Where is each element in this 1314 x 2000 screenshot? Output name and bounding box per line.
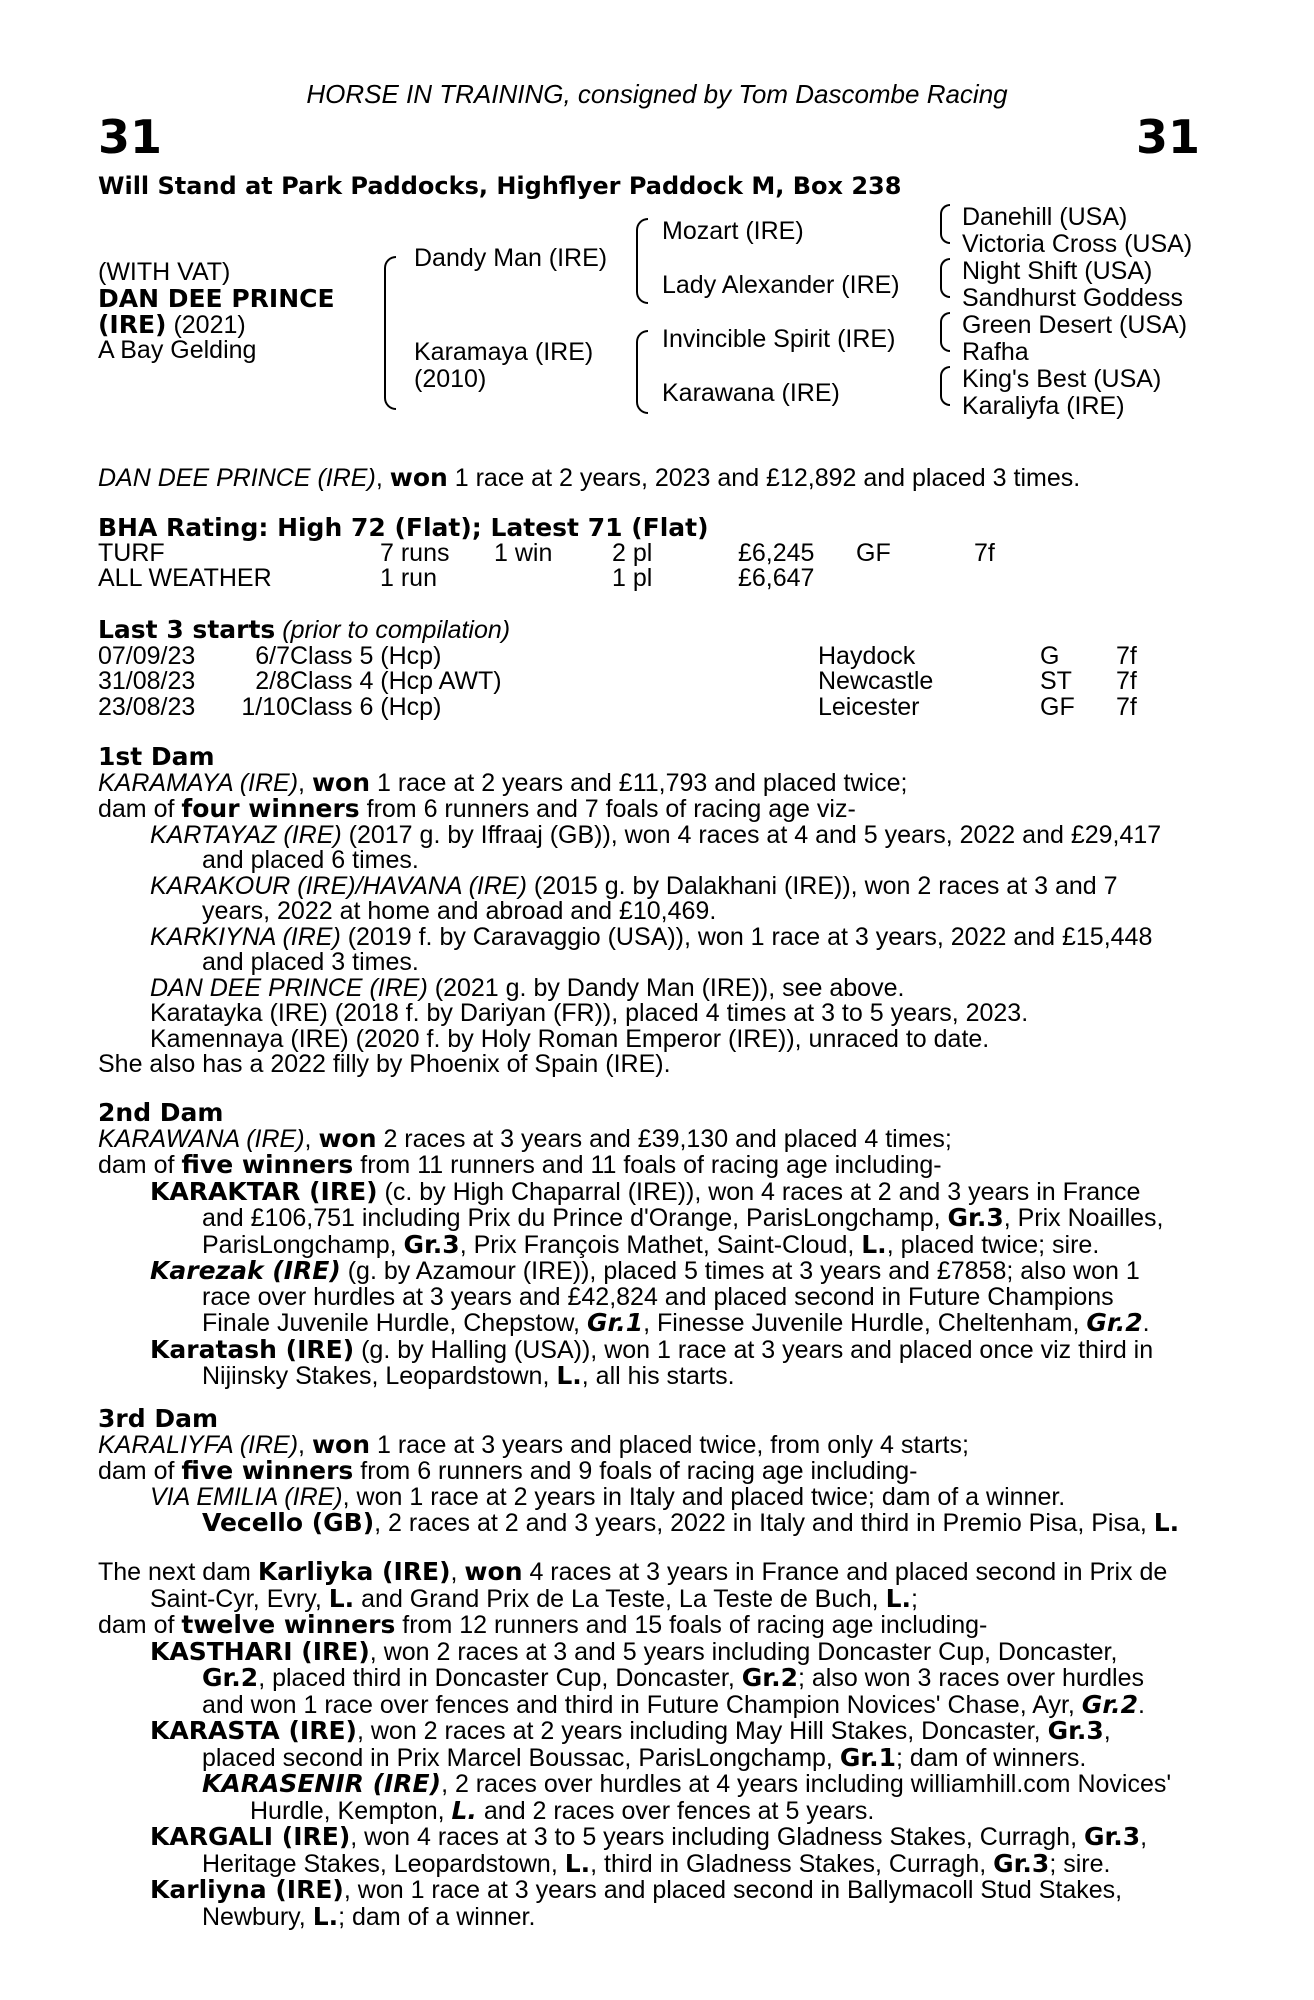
text: ; sire. [1049, 1849, 1111, 1878]
produce-text: , won 2 races at 3 and 5 years including Doncaster Cup, Doncaster, [369, 1637, 1118, 1666]
text: Hurdle, Kempton, [250, 1796, 452, 1825]
start-distance: 7f [1116, 692, 1137, 721]
pedigree-g6: Rafha [962, 338, 1029, 366]
produce-name: Karezak (IRE) [150, 1256, 341, 1285]
text: , [1140, 1823, 1148, 1851]
last-starts-note: (prior to compilation) [275, 616, 511, 644]
text: Finale Juvenile Hurdle, Chepstow, [202, 1309, 587, 1337]
produce-entry-cont [98, 1689, 1208, 1719]
produce-text: , won 1 race at 2 years in Italy and placed twice; dam of a winner. [342, 1482, 1066, 1511]
next-dam-record-cont [98, 1583, 1208, 1613]
rating-prize: £6,245 [738, 538, 815, 567]
pedigree-dam: Karamaya (IRE) [414, 338, 594, 366]
grade-label: Gr.2 [1081, 1689, 1138, 1719]
produce-name: KARGALI (IRE) [150, 1822, 351, 1851]
start-race: Class 5 (Hcp) [290, 641, 442, 670]
third-dam-section [98, 1406, 1208, 1537]
race-summary: DAN DEE PRINCE (IRE), won 1 race at 2 years, 2023 and £12,892 and placed 3 times. [98, 463, 1081, 492]
text: , placed twice; sire. [886, 1230, 1100, 1259]
rating-placed: 2 pl [612, 538, 653, 567]
next-dam-produce-summary [98, 1612, 1208, 1639]
grade-label: Gr.3 [947, 1203, 1004, 1232]
third-dam-record: KARALIYFA (IRE), won 1 race at 3 years and placed twice, from only 4 starts; [98, 1429, 969, 1459]
produce-text: (g. by Halling (USA)), won 1 race at 3 years and placed once viz third in [354, 1335, 1154, 1364]
rating-distance: 7f [974, 538, 995, 567]
rating-going: GF [856, 538, 891, 567]
dam-name: KARAMAYA (IRE) [98, 768, 299, 797]
text: , Finesse Juvenile Hurdle, Cheltenham, [643, 1309, 1087, 1337]
text: dam of [98, 1151, 182, 1179]
text: ; dam of a winner. [338, 1902, 536, 1931]
pedigree-g4: Sandhurst Goddess [962, 284, 1183, 312]
rating-surface: ALL WEATHER [98, 564, 272, 592]
produce-entry-cont [98, 1310, 1208, 1337]
produce-name: KARKIYNA (IRE) [150, 922, 341, 951]
winners-count: five winners [181, 1150, 354, 1179]
produce-entry [98, 1334, 1208, 1364]
next-dam-section [98, 1559, 1208, 1930]
produce-note: She also has a 2022 filly by Phoenix of Spain (IRE). [98, 1050, 671, 1078]
text: dam of [98, 1611, 182, 1639]
listed-label: L. [1153, 1508, 1180, 1537]
pedigree-bracket-g2 [940, 258, 950, 298]
text: from 12 runners and 15 foals of racing age including- [395, 1611, 988, 1639]
listed-label: L. [885, 1583, 911, 1613]
produce-entry-cont [98, 1795, 1208, 1825]
produce-entry [98, 922, 1208, 951]
text: Nijinsky Stakes, Leopardstown, [202, 1362, 557, 1390]
start-position: 6/7 [255, 641, 290, 670]
listed-label: L. [564, 1848, 591, 1878]
winners-count: four winners [181, 794, 360, 823]
text: 4 races at 3 years in France and placed second in Prix de [522, 1558, 1168, 1586]
produce-entry: Karatayka (IRE) (2018 f. by Dariyan (FR)), placed 4 times at 3 to 5 years, 2023. [150, 999, 1029, 1027]
text: . [1142, 1309, 1150, 1337]
summary-text: 1 race at 2 years, 2023 and £12,892 and placed 3 times. [447, 464, 1081, 492]
produce-entry-cont [98, 1205, 1208, 1232]
last-starts-section [98, 617, 1208, 720]
produce-text: (2019 f. by Caravaggio (USA)), won 1 race at 3 years, 2022 and £15,448 [340, 922, 1153, 951]
grade-label: Gr.3 [1083, 1822, 1141, 1851]
rating-row-all-weather [98, 566, 1208, 592]
produce-name: Vecello (GB) [202, 1508, 375, 1537]
produce-entry [98, 1176, 1208, 1206]
produce-name: KARAKTAR (IRE) [150, 1176, 378, 1206]
text: and 2 races over fences at 5 years. [476, 1796, 875, 1825]
lot-number-left: 31 [98, 110, 163, 164]
produce-entry-cont: years, 2022 at home and abroad and £10,469. [202, 897, 717, 925]
grade-label: Gr.2 [1086, 1308, 1143, 1337]
text: . [1137, 1690, 1145, 1719]
text: dam of [98, 1457, 182, 1485]
produce-entry: Kamennaya (IRE) (2020 f. by Holy Roman Emperor (IRE)), unraced to date. [150, 1024, 990, 1053]
start-distance: 7f [1116, 641, 1137, 670]
winners-count: twelve winners [181, 1610, 396, 1639]
listed-label: L. [861, 1229, 887, 1259]
produce-entry [98, 1771, 1208, 1798]
produce-name: DAN DEE PRINCE (IRE) [150, 973, 428, 1002]
start-race: Class 6 (Hcp) [290, 692, 442, 721]
pedigree-dam-year: (2010) [414, 365, 487, 393]
produce-text: , 2 races at 2 and 3 years, 2022 in Italy and third in Premio Pisa, Pisa, [374, 1509, 1154, 1537]
produce-entry [98, 1482, 1208, 1511]
rating-title: BHA Rating: High 72 (Flat); Latest 71 (Flat) [98, 513, 709, 542]
pedigree-bracket-g3 [940, 312, 950, 352]
produce-entry-cont [98, 1363, 1208, 1390]
text: from 6 runners and 9 foals of racing age including- [353, 1457, 918, 1485]
produce-name: VIA EMILIA (IRE) [150, 1482, 343, 1511]
first-dam-section [98, 744, 1208, 1078]
start-course: Haydock [818, 641, 916, 670]
grade-label: Gr.3 [403, 1229, 460, 1259]
text: , won 4 races at 3 to 5 years including Gladness Stakes, Curragh, [350, 1823, 1084, 1851]
produce-text: , 2 races over hurdles at 4 years including williamhill.com Novices' [441, 1770, 1172, 1798]
last-starts-title: Last 3 starts [98, 615, 276, 644]
pedigree-sire: Dandy Man (IRE) [414, 244, 608, 272]
text: , all his starts. [581, 1362, 735, 1390]
text: and won 1 race over fences and third in Future Champion Novices' Chase, Ayr, [202, 1690, 1082, 1719]
start-going: GF [1040, 692, 1075, 721]
won-label: won [464, 1557, 523, 1586]
summary-horse-name: DAN DEE PRINCE (IRE) [98, 464, 376, 492]
produce-text: (g. by Azamour (IRE)), placed 5 times at 3 years and £7858; also won 1 [340, 1257, 1140, 1285]
won-label: won [318, 1123, 377, 1153]
text: Newbury, [202, 1902, 313, 1931]
third-dam-produce-summary [98, 1458, 1208, 1485]
produce-name: Karliyna (IRE) [150, 1875, 344, 1904]
rating-runs: 1 run [380, 564, 437, 592]
stand-location: Will Stand at Park Paddocks, Highflyer Paddock M, Box 238 [98, 172, 902, 200]
third-dam-title: 3rd Dam [98, 1404, 218, 1433]
start-race: Class 4 (Hcp AWT) [290, 667, 502, 695]
won-label: won [311, 767, 371, 797]
produce-entry [98, 871, 1208, 900]
text: , [450, 1558, 465, 1586]
grade-label: Gr.2 [741, 1663, 798, 1692]
start-going: G [1040, 641, 1060, 670]
text: Heritage Stakes, Leopardstown, [202, 1849, 565, 1878]
listed-label: L. [556, 1361, 582, 1390]
produce-entry-cont [98, 1848, 1208, 1878]
grade-label: Gr.3 [1047, 1716, 1104, 1745]
start-distance: 7f [1116, 667, 1137, 695]
produce-entry-cont [98, 1665, 1208, 1692]
produce-entry [98, 1877, 1208, 1904]
horse-year: (2021) [173, 311, 246, 339]
winners-count: five winners [181, 1456, 354, 1485]
pedigree-bracket-g4 [940, 366, 950, 406]
pedigree-g7: King's Best (USA) [962, 365, 1162, 393]
rating-section [98, 515, 1208, 592]
produce-name: KARASENIR (IRE) [202, 1769, 442, 1798]
pedigree-bracket-main [384, 256, 396, 410]
start-position: 1/10 [241, 692, 290, 721]
produce-entry [98, 1824, 1208, 1851]
rating-prize: £6,647 [738, 564, 815, 592]
second-dam-section [98, 1100, 1208, 1390]
produce-name: KARAKOUR (IRE)/HAVANA (IRE) [150, 871, 527, 900]
listed-label: L. [451, 1795, 477, 1825]
rating-surface: TURF [98, 538, 165, 567]
produce-entry-cont [98, 1901, 1208, 1931]
dam-record-text: 1 race at 3 years and placed twice, from only 4 starts; [370, 1430, 969, 1459]
pedigree-bracket-sire [636, 218, 648, 304]
rating-wins: 1 win [494, 538, 553, 567]
pedigree-g2: Victoria Cross (USA) [962, 230, 1193, 258]
horse-name-suffix-line [98, 312, 246, 339]
rating-row-turf [98, 538, 1208, 567]
text: placed second in Prix Marcel Boussac, ParisLongchamp, [202, 1743, 840, 1772]
produce-name: KASTHARI (IRE) [150, 1636, 370, 1666]
text: ; dam of winners. [896, 1743, 1087, 1772]
start-going: ST [1040, 667, 1072, 695]
produce-entry-cont: and placed 3 times. [202, 948, 419, 976]
text: and £106,751 including Prix du Prince d'Orange, ParisLongchamp, [202, 1204, 948, 1232]
last-starts-heading [98, 617, 1208, 644]
dam-record-text: 1 race at 2 years and £11,793 and placed twice; [370, 768, 908, 797]
text: ; [911, 1584, 918, 1613]
second-dam-produce-summary [98, 1152, 1208, 1179]
consignment-header: HORSE IN TRAINING, consigned by Tom Dascombe Racing [306, 79, 1008, 109]
start-row [98, 669, 1208, 695]
text: dam of [98, 795, 182, 823]
produce-text: (c. by High Chaparral (IRE)), won 4 races at 2 and 3 years in France [377, 1177, 1141, 1206]
produce-entry [98, 1510, 1208, 1537]
summary-won: won [389, 463, 448, 492]
next-dam-record [98, 1559, 1208, 1586]
grade-label: Gr.1 [586, 1308, 644, 1337]
produce-text: (2021 g. by Dandy Man (IRE)), see above. [427, 973, 905, 1002]
produce-entry-cont [98, 1229, 1208, 1259]
horse-name: DAN DEE PRINCE [98, 284, 335, 313]
produce-entry [98, 1718, 1208, 1745]
first-dam-title: 1st Dam [98, 742, 215, 771]
text: , won 2 races at 2 years including May Hill Stakes, Doncaster, [356, 1717, 1048, 1745]
first-dam-record: KARAMAYA (IRE), won 1 race at 2 years and £11,793 and placed twice; [98, 767, 908, 797]
pedigree-g3: Night Shift (USA) [962, 257, 1153, 285]
start-row [98, 692, 1208, 721]
start-course: Leicester [818, 692, 920, 721]
produce-entry-cont: race over hurdles at 3 years and £42,824 and placed second in Future Champions [202, 1282, 1114, 1311]
pedigree-g1: Danehill (USA) [962, 203, 1128, 231]
listed-label: L. [328, 1583, 355, 1613]
produce-entry-cont [98, 1742, 1208, 1772]
text: , Prix François Mathet, Saint-Cloud, [459, 1230, 862, 1259]
rating-runs: 7 runs [380, 538, 450, 567]
second-dam-record: KARAWANA (IRE), won 2 races at 3 years and £39,130 and placed 4 times; [98, 1123, 952, 1153]
produce-name: KARTAYAZ (IRE) [150, 820, 342, 849]
vat-note: (WITH VAT) [98, 258, 231, 286]
produce-entry-cont: and placed 6 times. [202, 846, 419, 874]
listed-label: L. [312, 1901, 339, 1931]
produce-text: (2017 g. by Iffraaj (GB)), won 4 races at 4 and 5 years, 2022 and £29,417 [341, 820, 1162, 849]
produce-name: Karatash (IRE) [150, 1334, 355, 1364]
text: ParisLongchamp, [202, 1230, 404, 1259]
text: , Prix Noailles, [1003, 1204, 1164, 1232]
produce-entry [98, 1258, 1208, 1285]
first-dam-produce-summary [98, 796, 1208, 823]
start-date: 23/08/23 [98, 692, 196, 721]
start-date: 31/08/23 [98, 667, 196, 695]
text: The next dam [98, 1558, 258, 1586]
horse-description: A Bay Gelding [98, 336, 257, 364]
grade-label: Gr.3 [993, 1848, 1050, 1878]
start-date: 07/09/23 [98, 641, 196, 670]
grade-label: Gr.1 [839, 1742, 897, 1772]
dam-record-text: 2 races at 3 years and £39,130 and placed 4 times; [376, 1124, 952, 1153]
produce-name: KARASTA (IRE) [150, 1716, 357, 1745]
pedigree-sire-sire: Mozart (IRE) [662, 217, 804, 245]
produce-entry [98, 1636, 1208, 1666]
pedigree-sire-dam: Lady Alexander (IRE) [662, 271, 900, 299]
text: and Grand Prix de La Teste, La Teste de Buch, [354, 1584, 886, 1613]
dam-name: Karliyka (IRE) [257, 1557, 451, 1586]
text: from 11 runners and 11 foals of racing age including- [353, 1151, 942, 1179]
text: , third in Gladness Stakes, Curragh, [590, 1849, 994, 1878]
rating-placed: 1 pl [612, 564, 653, 592]
text: from 6 runners and 7 foals of racing age viz- [359, 795, 856, 823]
text: Saint-Cyr, Evry, [150, 1584, 329, 1613]
produce-text: , won 1 race at 3 years and placed second in Ballymacoll Stud Stakes, [343, 1876, 1123, 1904]
produce-entry [98, 973, 1208, 1002]
pedigree-bracket-dam [636, 330, 648, 414]
dam-name: KARAWANA (IRE) [98, 1124, 305, 1153]
pedigree-g5: Green Desert (USA) [962, 311, 1188, 339]
start-position: 2/8 [255, 667, 290, 695]
dam-name: KARALIYFA (IRE) [98, 1430, 299, 1459]
text: , placed third in Doncaster Cup, Doncaster, [258, 1664, 742, 1692]
start-row [98, 641, 1208, 670]
grade-label: Gr.2 [202, 1663, 259, 1692]
pedigree-g8: Karaliyfa (IRE) [962, 392, 1125, 420]
lot-number-right: 31 [1135, 110, 1200, 164]
text: ; also won 3 races over hurdles [797, 1664, 1144, 1692]
produce-entry [98, 820, 1208, 849]
text: , [1103, 1717, 1111, 1745]
produce-text: (2015 g. by Dalakhani (IRE)), won 2 races at 3 and 7 [526, 871, 1118, 900]
pedigree-dam-sire: Invincible Spirit (IRE) [662, 325, 896, 353]
won-label: won [311, 1429, 371, 1459]
second-dam-title: 2nd Dam [98, 1098, 224, 1127]
pedigree-dam-dam: Karawana (IRE) [662, 379, 840, 407]
pedigree-bracket-g1 [940, 204, 950, 244]
horse-country: (IRE) [98, 310, 167, 339]
start-course: Newcastle [818, 667, 934, 695]
